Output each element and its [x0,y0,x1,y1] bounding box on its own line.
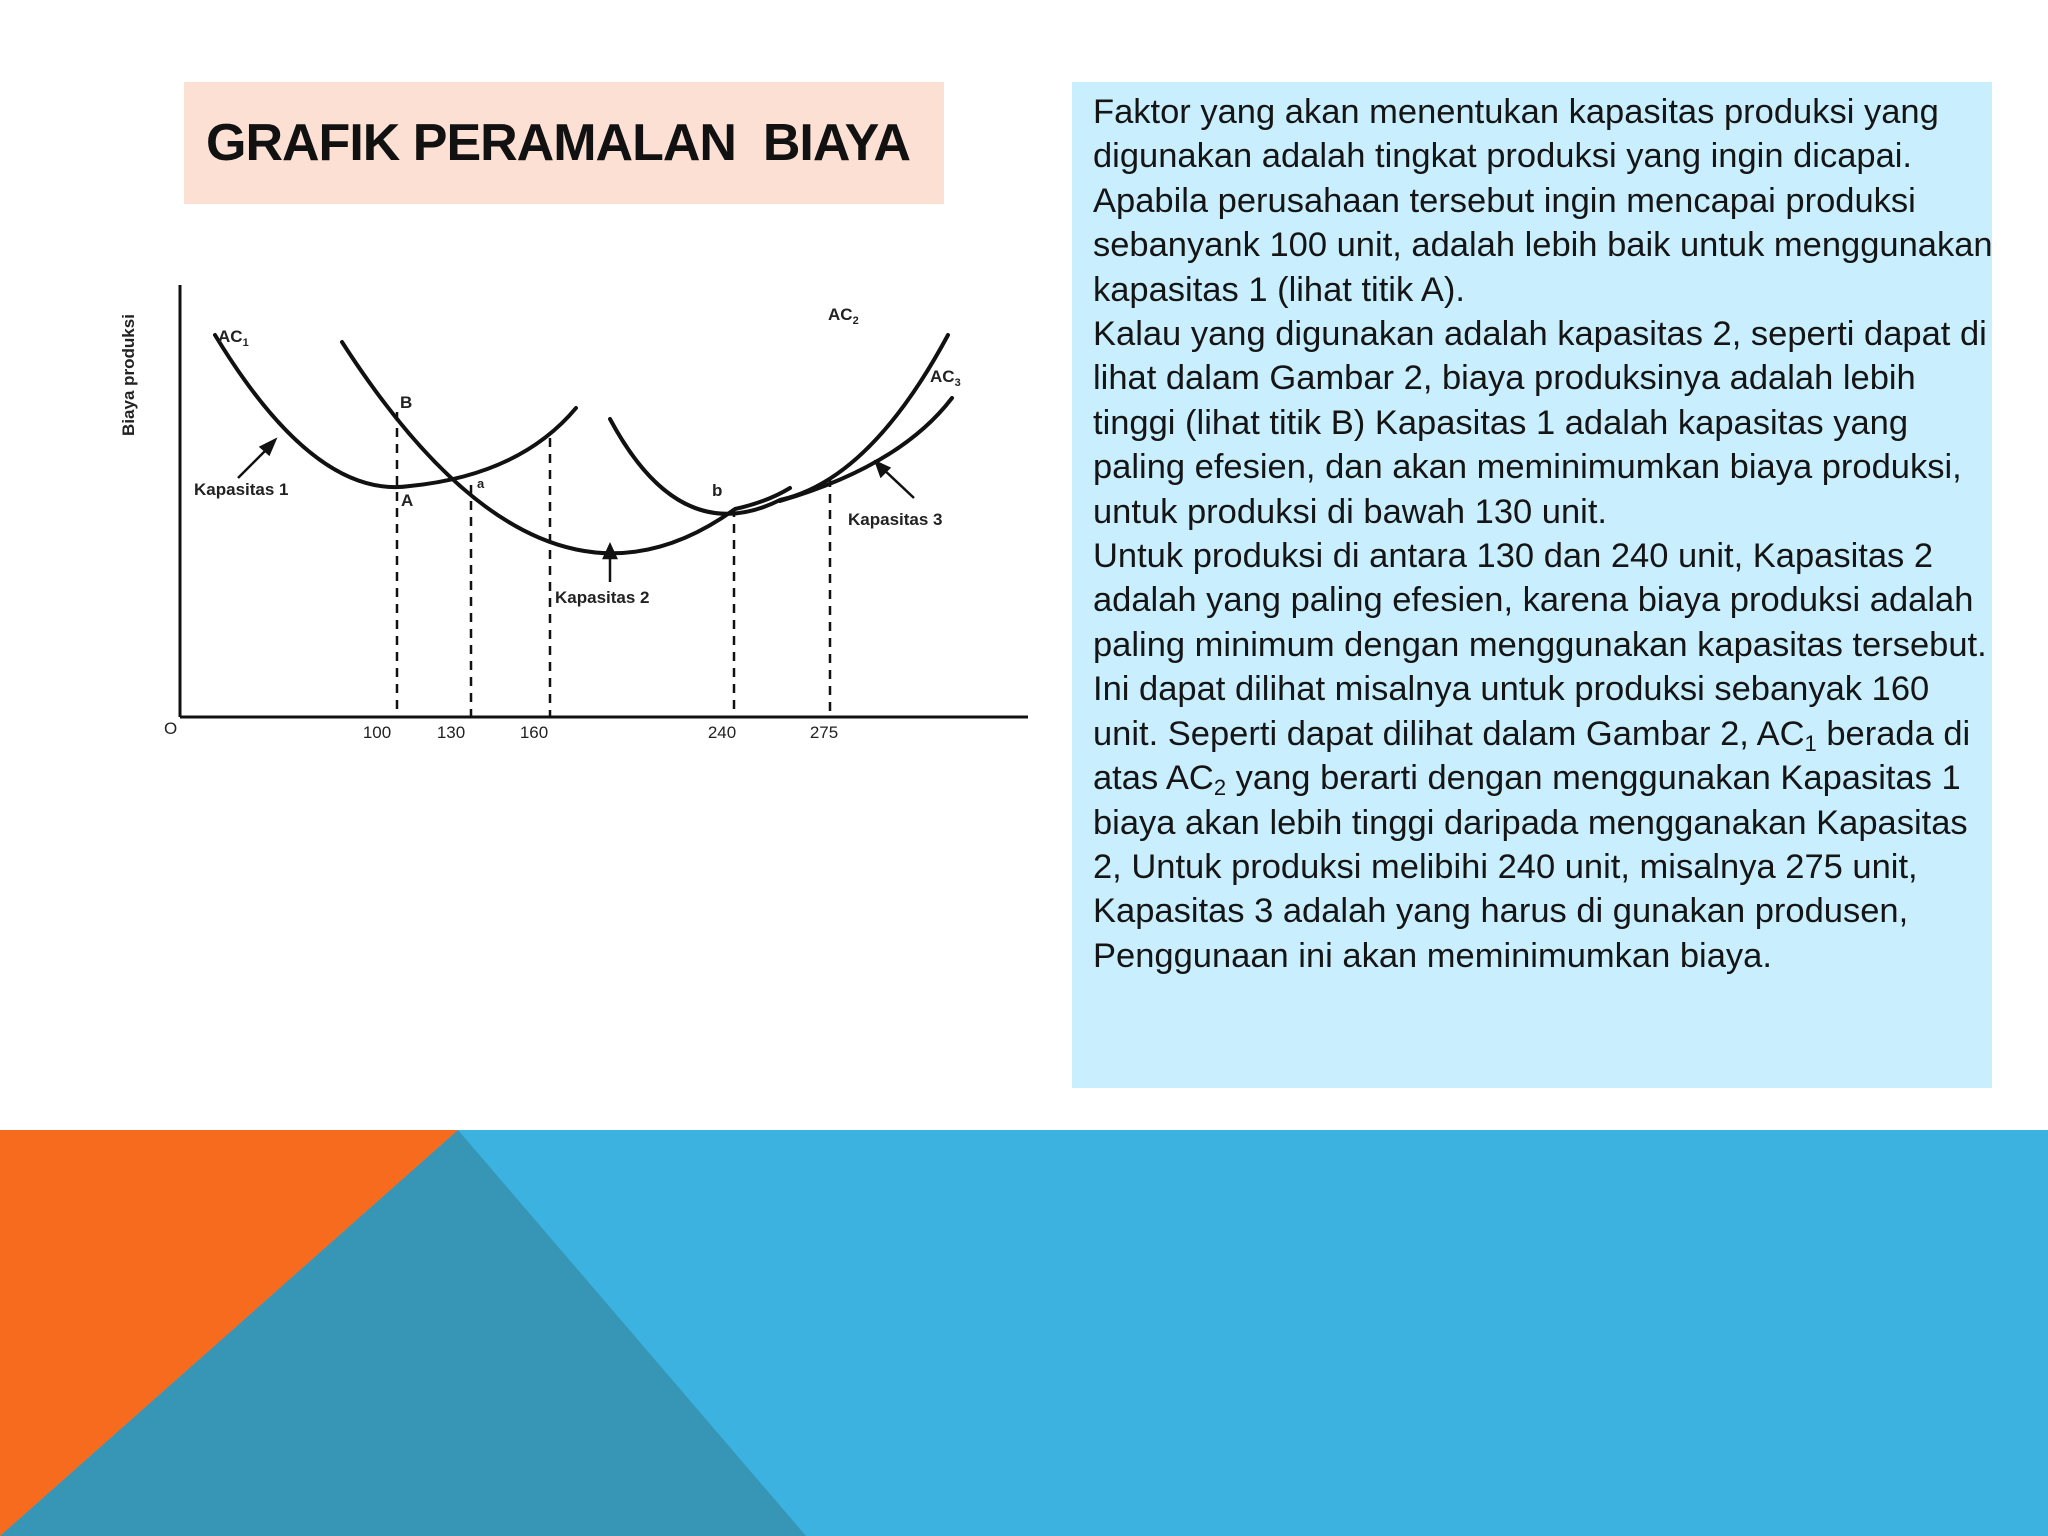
paragraph-2: Apabila perusahaan tersebut ingin mencapai produksi sebanyank 100 unit, adalah lebih baik untuk menggunakan kapasitas 1 (lihat titik A). [1093,181,1993,309]
x-tick-100: 100 [362,723,392,742]
origin-label: O [164,719,178,738]
kapasitas-3-label: Kapasitas 3 [848,510,943,529]
ac1-label: $AC_1$ [218,327,249,349]
slide-title: GRAFIK PERAMALAN BIAYA [206,114,911,172]
ac2-curve [342,342,790,553]
x-tick-130: 130 [436,723,466,742]
ac2-label: $AC_2$ [828,305,859,327]
y-axis-label: Biaya produksi [119,314,138,436]
x-tick-160: 160 [519,723,549,742]
x-tick-275: 275 [809,723,839,742]
x-tick-240: 240 [707,723,737,742]
ac1-curve [215,335,576,487]
dashed-guides [397,412,830,717]
ac3-curve [610,335,948,514]
point-a-lower: a [477,476,485,491]
footer-decoration [0,1130,2048,1536]
cost-curve-diagram [80,270,1040,760]
point-b-lower: b [712,481,723,500]
k2-arrow-head [604,545,616,558]
kapasitas-2-label: Kapasitas 2 [555,588,650,607]
paragraph-1: Faktor yang akan menentukan kapasitas produksi yang digunakan adalah tingkat produksi yang ingin dicapai. [1093,93,1939,176]
point-b-upper: B [400,393,413,412]
ac3-label: $AC_3$ [930,367,961,389]
title-box [184,82,944,204]
paragraph-4: Untuk produksi di antara 130 dan 240 unit, Kapasitas 2 adalah yang paling efesien, karena biaya produksi adalah paling minimum dengan menggunakan kapasitas tersebut. Ini dapat dilihat misalnya untuk produksi sebanyak 160 unit. Seperti dapat dilihat dalam Gambar 2, $AC_1$ berada di atas $AC_2$ yang berarti dengan menggunakan Kapasitas 1 biaya akan lebih tinggi daripada mengganakan Kapasitas 2, Untuk produksi melibihi 240 unit, misalnya 275 unit, Kapasitas 3 adalah yang harus di gunakan produsen, Penggunaan ini akan meminimumkan biaya. [1093,537,1987,975]
paragraph-3: Kalau yang digunakan adalah kapasitas 2, seperti dapat di lihat dalam Gambar 2, biaya produksinya adalah lebih tinggi (lihat titik B) Kapasitas 1 adalah kapasitas yang paling efesien, dan akan meminimumkan biaya produksi, untuk produksi di bawah 130 unit. [1093,315,1987,531]
point-a-upper: A [401,491,414,510]
kapasitas-1-label: Kapasitas 1 [194,480,289,499]
explanation-text [1093,90,1993,978]
